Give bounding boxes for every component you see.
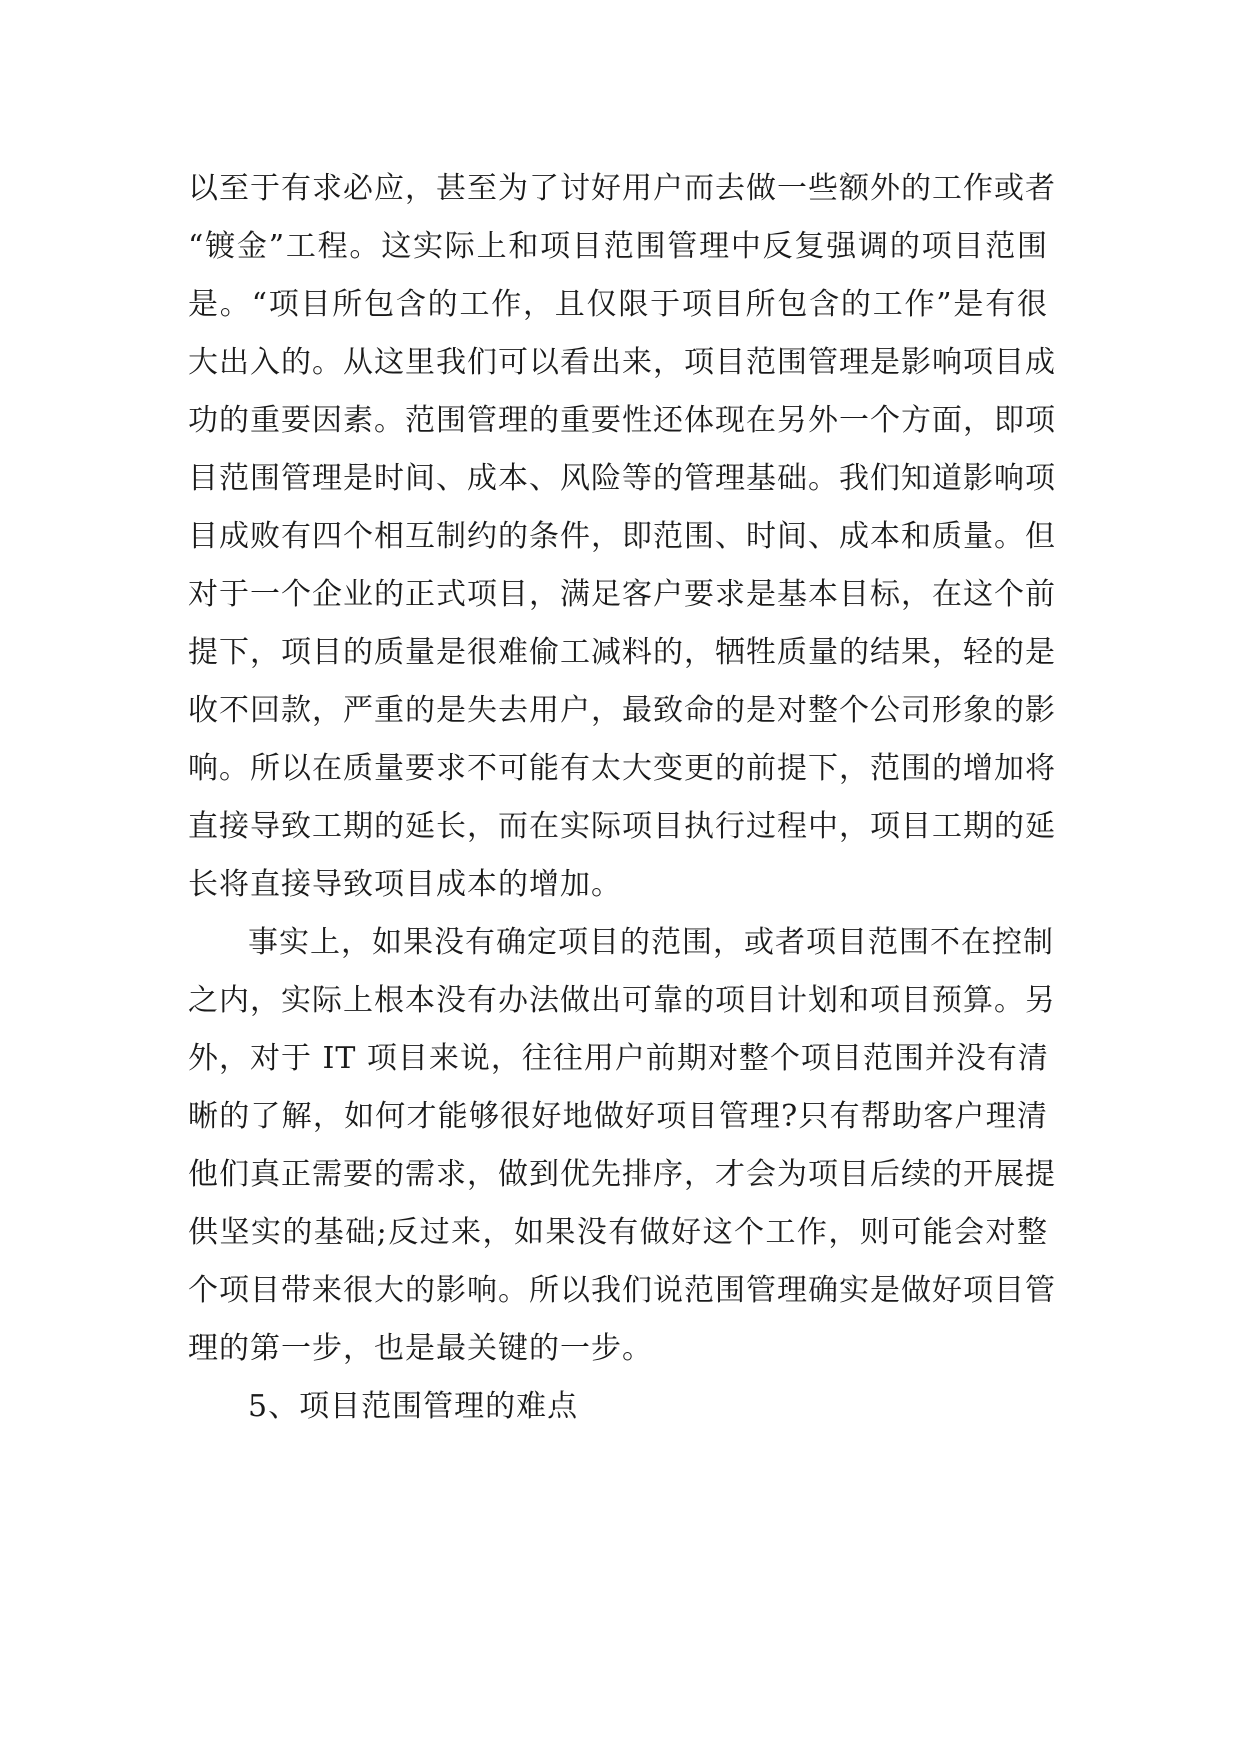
paragraph-1 <box>188 160 1056 914</box>
document-body <box>188 160 1056 1436</box>
text-line: 个项目带来很大的影响。所以我们说范围管理确实是做好项目管 <box>188 1273 1056 1308</box>
text-line: “镀金”工程。这实际上和项目范围管理中反复强调的项目范围 <box>188 229 1048 264</box>
text-line: 以至于有求必应，甚至为了讨好用户而去做一些额外的工作或者 <box>188 171 1056 206</box>
text-line: 之内，实际上根本没有办法做出可靠的项目计划和项目预算。另 <box>188 983 1056 1018</box>
text-line: 目范围管理是时间、成本、风险等的管理基础。我们知道影响项 <box>188 461 1056 496</box>
text-line: 对于一个企业的正式项目，满足客户要求是基本目标，在这个前 <box>188 577 1056 612</box>
text-line: 响。所以在质量要求不可能有太大变更的前提下，范围的增加将 <box>188 751 1056 786</box>
text-line: 是。“项目所包含的工作，且仅限于项目所包含的工作”是有很 <box>188 287 1048 322</box>
text-line: 收不回款，严重的是失去用户，最致命的是对整个公司形象的影 <box>188 693 1056 728</box>
text-line: 事实上，如果没有确定项目的范围，或者项目范围不在控制 <box>248 925 1054 960</box>
text-line: 长将直接导致项目成本的增加。 <box>188 867 622 902</box>
text-line: 大出入的。从这里我们可以看出来，项目范围管理是影响项目成 <box>188 345 1056 380</box>
text-line: 供坚实的基础;反过来，如果没有做好这个工作，则可能会对整 <box>188 1215 1048 1250</box>
text-line: 提下，项目的质量是很难偷工减料的，牺牲质量的结果，轻的是 <box>188 635 1056 670</box>
text-line: 他们真正需要的需求，做到优先排序，才会为项目后续的开展提 <box>188 1157 1056 1192</box>
paragraph-2 <box>188 914 1056 1378</box>
text-line: 目成败有四个相互制约的条件，即范围、时间、成本和质量。但 <box>188 519 1056 554</box>
text-line: 外，对于 IT 项目来说，往往用户前期对整个项目范围并没有清 <box>188 1041 1049 1076</box>
text-line: 功的重要因素。范围管理的重要性还体现在另外一个方面，即项 <box>188 403 1056 438</box>
text-line: 直接导致工期的延长，而在实际项目执行过程中，项目工期的延 <box>188 809 1056 844</box>
text-line: 晰的了解，如何才能够很好地做好项目管理?只有帮助客户理清 <box>188 1099 1048 1134</box>
section-heading: 5、项目范围管理的难点 <box>248 1389 579 1424</box>
text-line: 理的第一步，也是最关键的一步。 <box>188 1331 653 1366</box>
